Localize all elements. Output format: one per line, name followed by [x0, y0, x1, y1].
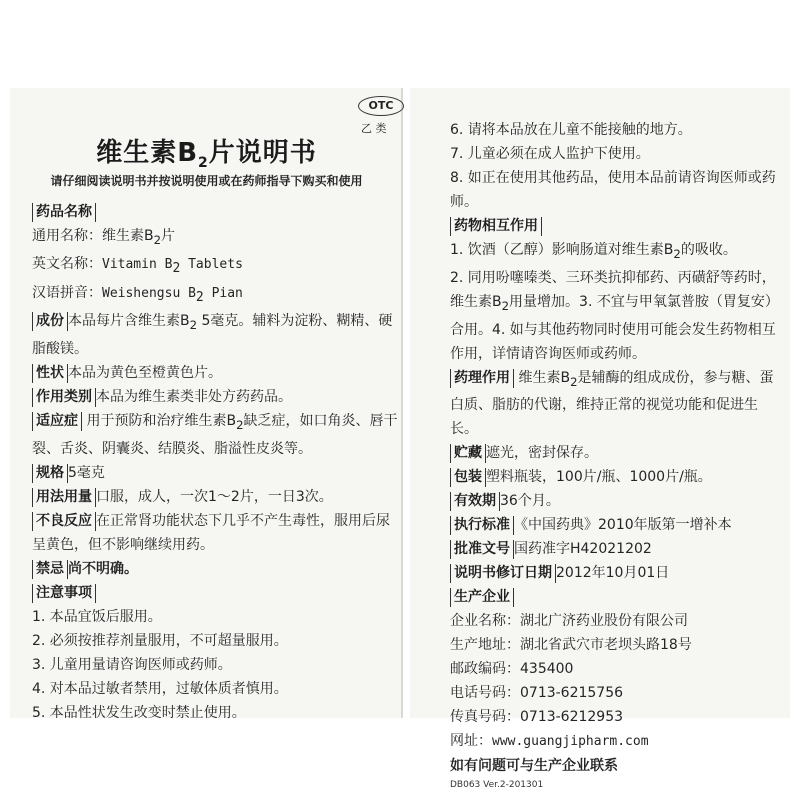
section-description: 性状 本品为黄色至橙黄色片。 [32, 361, 400, 385]
list-item: 4. 对本品过敏者禁用，过敏体质者慎用。 [32, 680, 288, 697]
left-panel [10, 88, 403, 721]
list-item: 1. 本品宜饭后服用。 [32, 608, 162, 625]
interaction-item-2: 2. 同用吩噻嗪类、三环类抗抑郁药、丙磺舒等药时，维生素$B_2$用量增加。3. 不宜与甲氧氯普胺（胃复安）合用。4. 如与其他药物同时使用可能会发生药物相互作用，详情请咨询医师或药师。 [450, 269, 779, 362]
section-usage: 用法用量 口服，成人，一次1～2片，一日3次。 [32, 485, 400, 509]
section-manufacturer: 生产企业 [450, 585, 785, 609]
section-validity: 有效期 36个月。 [450, 489, 785, 513]
section-package: 包装 塑料瓶装，100片/瓶、1000片/瓶。 [450, 465, 785, 489]
section-storage: 贮藏 遮光，密封保存。 [450, 441, 785, 465]
pinyin-name-line: 汉语拼音：Weishengsu $B_2$ Pian [32, 284, 243, 305]
list-item: 7. 儿童必须在成人监护下使用。 [450, 146, 650, 162]
section-standard: 执行标准 《中国药典》2010年版第一增补本 [450, 513, 785, 537]
section-specification: 规格 5毫克 [32, 461, 400, 485]
page-title: 维生素$B_2$片说明书 [96, 138, 317, 172]
right-panel [410, 88, 790, 791]
list-item: 2. 必须按推荐剂量服用，不可超量服用。 [32, 632, 288, 649]
section-contraindications: 禁忌 尚不明确。 [32, 557, 400, 581]
left-content [32, 200, 400, 725]
list-item: 5. 本品性状发生改变时禁止使用。 [32, 704, 246, 721]
section-drug-name [32, 200, 400, 224]
section-approval: 批准文号 国药准字H42021202 [450, 537, 785, 561]
right-content [450, 118, 785, 790]
manufacturer-address: 生产地址：湖北省武穴市老坝头路18号 [450, 637, 692, 654]
manufacturer-website: 网址：www.guangjipharm.com [450, 733, 649, 750]
otc-badge: OTC [358, 96, 404, 116]
list-item: 3. 儿童用量请咨询医师或药师。 [32, 656, 232, 673]
list-item: 8. 如正在使用其他药品，使用本品前请咨询医师或药师。 [450, 170, 776, 210]
otc-class-label: 乙 类 [361, 122, 387, 135]
section-pharmacology: 药理作用 维生素$B_2$是辅酶的组成成份，参与糖、蛋白质、脂肪的代谢，维持正常的视觉功能和促进生长。 [450, 369, 774, 438]
section-category: 作用类别 本品为维生素类非处方药药品。 [32, 385, 400, 409]
section-precautions: 注意事项 [32, 581, 400, 605]
section-heading: 药品名称 [32, 203, 96, 222]
list-item: 6. 请将本品放在儿童不能接触的地方。 [450, 122, 692, 138]
section-composition: 成份 本品每片含维生素$B_2$ 5毫克。辅料为淀粉、糊精、硬脂酸镁。 [32, 313, 393, 358]
section-adverse: 不良反应 在正常肾功能状态下几乎不产生毒性，服用后尿呈黄色，但不影响继续用药。 [32, 512, 390, 553]
section-revision: 说明书修订日期 2012年10月01日 [450, 561, 785, 585]
interaction-item-1: 1. 饮酒（乙醇）影响肠道对维生素$B_2$的吸收。 [450, 242, 737, 261]
section-indications: 适应症 用于预防和治疗维生素$B_2$缺乏症，如口角炎、唇干裂、舌炎、阴囊炎、结膜炎、脂溢性皮炎等。 [32, 413, 398, 457]
contact-note: 如有问题可与生产企业联系 [450, 758, 618, 775]
manufacturer-phone: 电话号码：0713-6215756 [450, 685, 624, 702]
generic-name-line: 通用名称：维生素$B_2$片 [32, 228, 176, 247]
page-subtitle: 请仔细阅读说明书并按说明使用或在药师指导下购买和使用 [50, 174, 363, 188]
version-label: DB063 Ver.2-201301 [450, 780, 544, 791]
section-interactions: 药物相互作用 [450, 214, 785, 238]
manufacturer-name: 企业名称：湖北广济药业股份有限公司 [450, 613, 688, 630]
english-name-line: 英文名称：Vitamin $B_2$ Tablets [32, 255, 243, 276]
manufacturer-postcode: 邮政编码：435400 [450, 661, 574, 678]
manufacturer-fax: 传真号码：0713-6212953 [450, 709, 624, 726]
